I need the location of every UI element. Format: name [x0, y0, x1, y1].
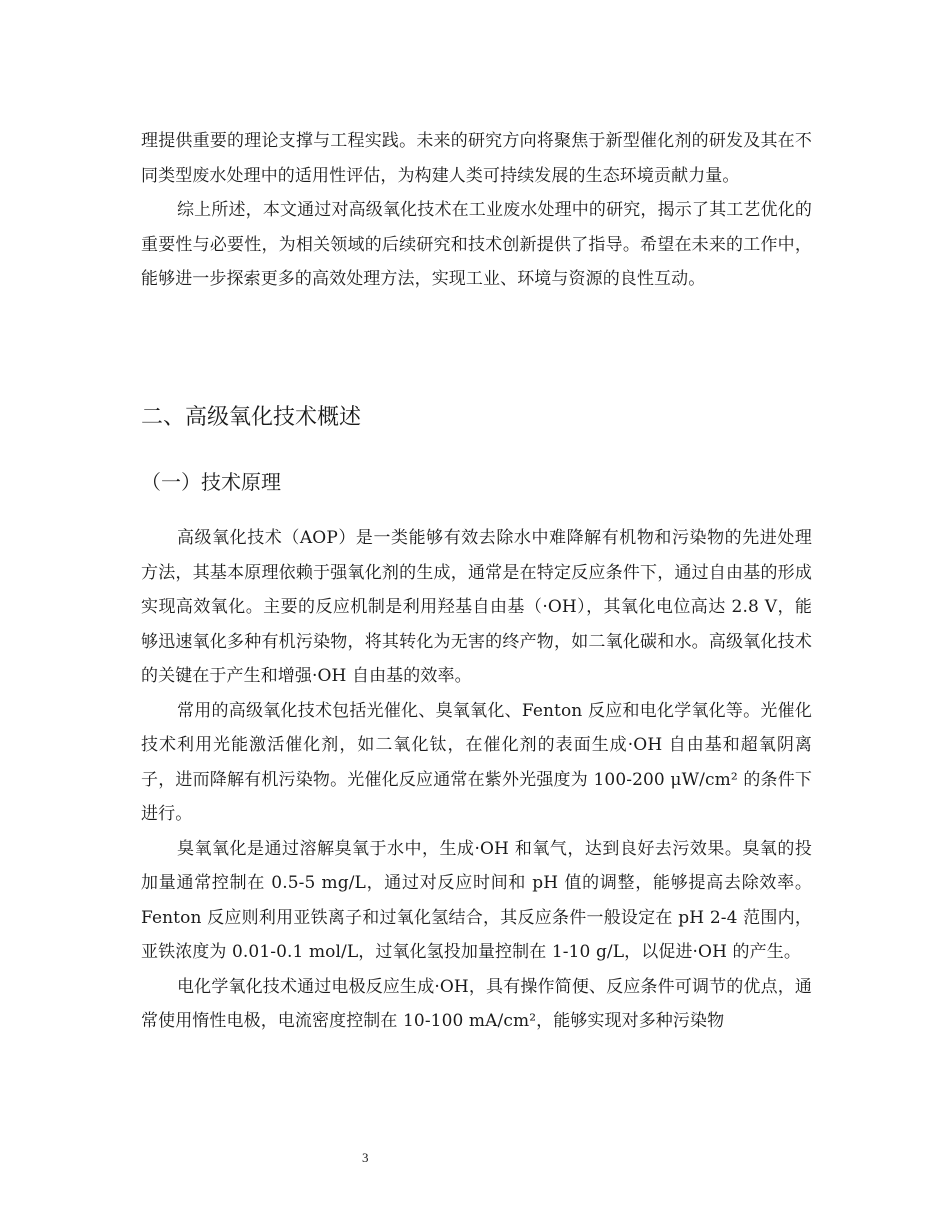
paragraph: 臭氧氧化是通过溶解臭氧于水中，生成·OH 和氧气，达到良好去污效果。臭氧的投加量通常控制在 0.5-5 mg/L，通过对反应时间和 pH 值的调整，能够提高去除效率。Fenton 反应则利用亚铁离子和过氧化氢结合，其反应条件一般设定在 pH 2-4 范围内，亚铁浓度为 0.01-0.1 mol/L，过氧化氢投加量控制在 1-10 g/L，以促进·OH 的产生。 — [141, 838, 812, 962]
paragraph: 常用的高级氧化技术包括光催化、臭氧氧化、Fenton 反应和电化学氧化等。光催化技术利用光能激活催化剂，如二氧化钛，在催化剂的表面生成·OH 自由基和超氧阴离子，进而降解有机污染物。光催化反应通常在紫外光强度为 100-200 μW/cm² 的条件下进行。 — [141, 700, 812, 824]
subsection-heading: （一）技术原理 — [141, 470, 281, 494]
section-heading: 二、高级氧化技术概述 — [141, 405, 362, 430]
paragraph: 理提供重要的理论支撑与工程实践。未来的研究方向将聚焦于新型催化剂的研发及其在不同类型废水处理中的适用性评估，为构建人类可持续发展的生态环境贡献力量。 — [141, 131, 812, 186]
paragraph: 高级氧化技术（AOP）是一类能够有效去除水中难降解有机物和污染物的先进处理方法，其基本原理依赖于强氧化剂的生成，通常是在特定反应条件下，通过自由基的形成实现高效氧化。主要的反应机制是利用羟基自由基（·OH），其氧化电位高达 2.8 V，能够迅速氧化多种有机污染物，将其转化为无害的终产物，如二氧化碳和水。高级氧化技术的关键在于产生和增强·OH 自由基的效率。 — [141, 528, 812, 686]
paragraph: 电化学氧化技术通过电极反应生成·OH，具有操作简便、反应条件可调节的优点，通常使用惰性电极，电流密度控制在 10-100 mA/cm²，能够实现对多种污染物 — [141, 976, 812, 1031]
paragraph: 综上所述，本文通过对高级氧化技术在工业废水处理中的研究，揭示了其工艺优化的重要性与必要性，为相关领域的后续研究和技术创新提供了指导。希望在未来的工作中，能够进一步探索更多的高效处理方法，实现工业、环境与资源的良性互动。 — [141, 200, 812, 289]
page-number: 3 — [362, 1150, 369, 1165]
section-body — [141, 521, 812, 1039]
intro-block — [141, 124, 812, 297]
